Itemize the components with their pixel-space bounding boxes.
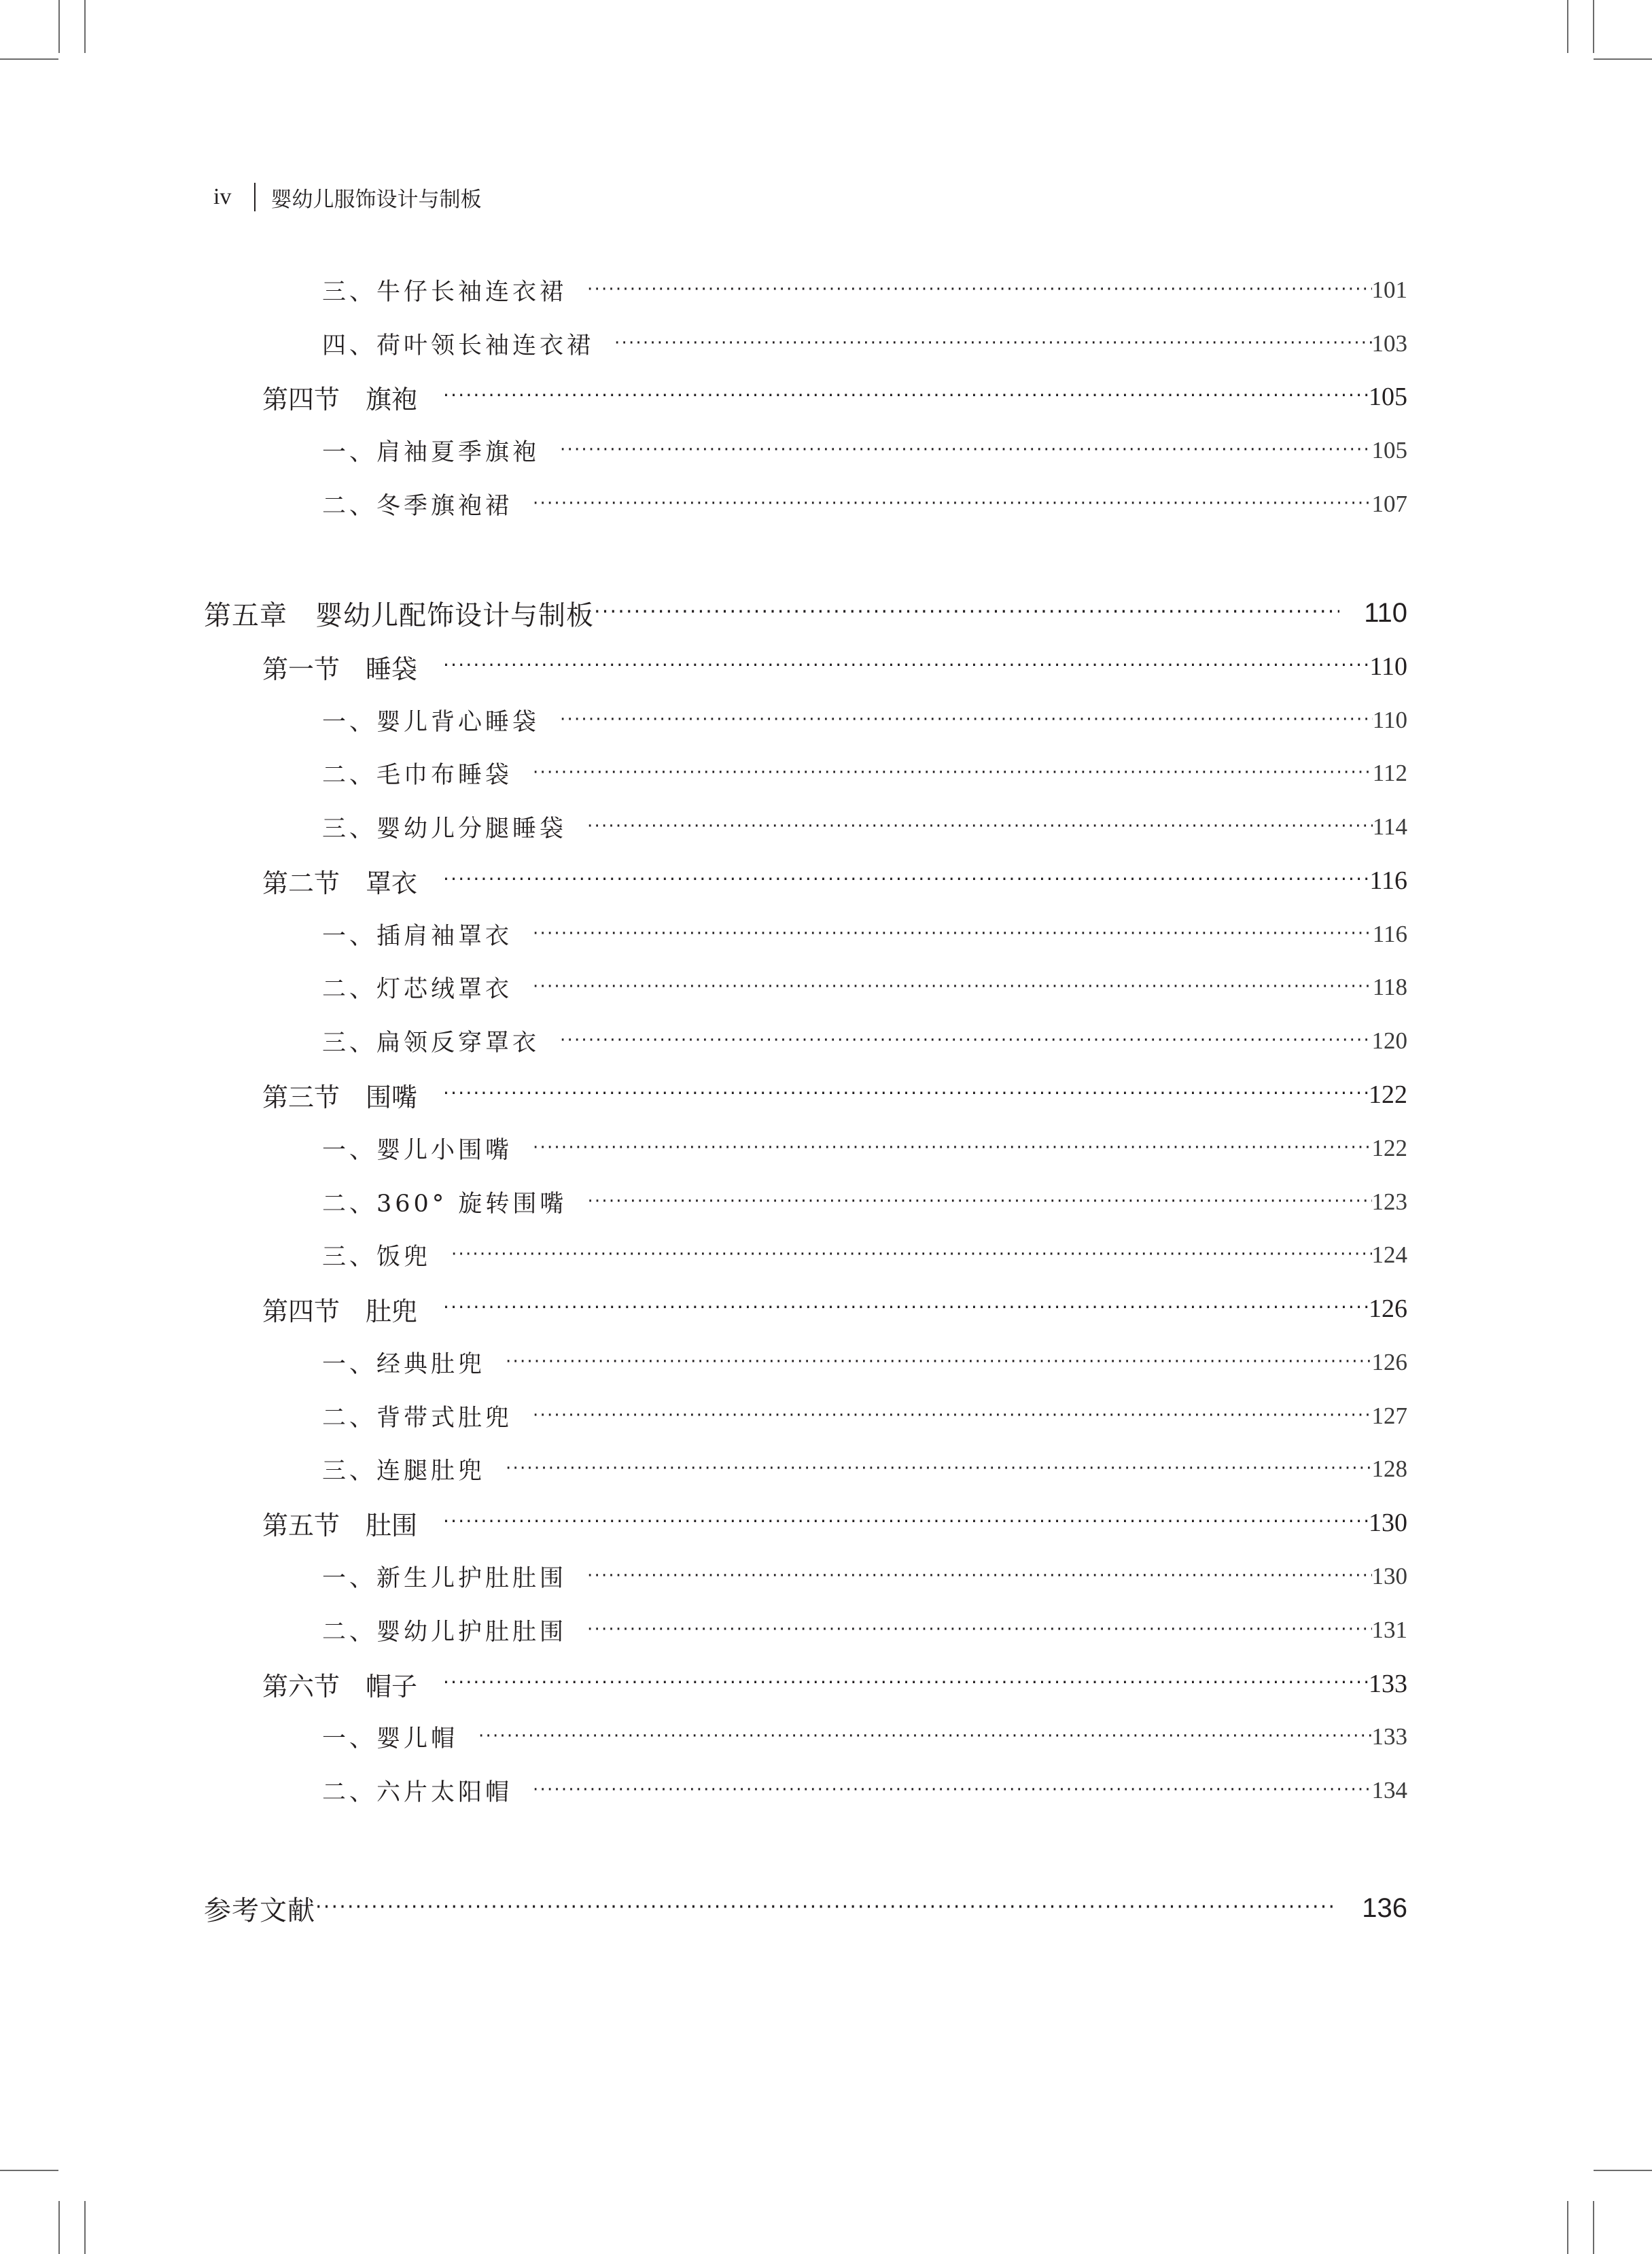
toc-page-number: 110 bbox=[1369, 652, 1407, 681]
toc-page-number: 118 bbox=[1372, 974, 1407, 1000]
toc-item-row[interactable] bbox=[322, 1718, 1407, 1756]
dot-leader bbox=[533, 1129, 1371, 1167]
dot-leader bbox=[533, 915, 1373, 953]
toc-page-number: 124 bbox=[1371, 1242, 1407, 1268]
toc-page-number: 105 bbox=[1369, 383, 1407, 411]
toc-page-number: 116 bbox=[1372, 921, 1407, 947]
toc-section-row[interactable] bbox=[262, 1290, 1407, 1328]
toc-chapter-row[interactable] bbox=[204, 594, 1407, 632]
dot-leader bbox=[587, 271, 1371, 309]
toc-page-number: 133 bbox=[1371, 1723, 1407, 1750]
toc-entry-title: 一、插肩袖罩衣 bbox=[322, 923, 513, 950]
toc-entry-title: 第一节 睡袋 bbox=[262, 654, 418, 684]
toc-entry-title: 三、连腿肚兜 bbox=[322, 1458, 486, 1485]
dot-leader bbox=[443, 378, 1369, 416]
toc-page-number: 103 bbox=[1371, 330, 1407, 357]
toc-entry-title: 三、扁领反穿罩衣 bbox=[322, 1029, 540, 1057]
toc-page-number: 107 bbox=[1371, 491, 1407, 517]
toc-item-row[interactable] bbox=[322, 1183, 1407, 1221]
toc-entry-title: 二、灯芯绒罩衣 bbox=[322, 976, 513, 1003]
dot-leader bbox=[443, 1076, 1369, 1114]
toc-entry-title: 二、毛巾布睡袋 bbox=[322, 762, 513, 789]
toc-entry-title: 二、冬季旗袍裙 bbox=[322, 493, 513, 520]
toc-item-row[interactable] bbox=[322, 271, 1407, 309]
toc-item-row[interactable] bbox=[322, 754, 1407, 792]
toc-item-row[interactable] bbox=[322, 915, 1407, 953]
toc-page-number: 126 bbox=[1369, 1295, 1407, 1323]
dot-leader bbox=[560, 432, 1371, 470]
toc-item-row[interactable] bbox=[322, 1236, 1407, 1274]
toc-entry-title: 二、六片太阳帽 bbox=[322, 1779, 513, 1806]
toc-entry-title: 第六节 帽子 bbox=[262, 1671, 418, 1702]
toc-entry-title: 一、婴儿背心睡袋 bbox=[322, 709, 540, 736]
toc-entry-title: 四、荷叶领长袖连衣裙 bbox=[322, 332, 595, 359]
toc-entry-title: 第四节 旗袍 bbox=[262, 384, 418, 415]
toc-section-row[interactable] bbox=[262, 1504, 1407, 1542]
toc-page-number: 133 bbox=[1369, 1670, 1407, 1698]
toc-item-row[interactable] bbox=[322, 968, 1407, 1006]
toc-entry-title: 三、饭兜 bbox=[322, 1244, 432, 1271]
toc-entry-title: 二、360° 旋转围嘴 bbox=[322, 1191, 567, 1218]
toc-item-row[interactable] bbox=[322, 485, 1407, 523]
dot-leader bbox=[533, 1397, 1371, 1435]
toc-entry-title: 三、牛仔长袖连衣裙 bbox=[322, 279, 567, 306]
toc-page-number: 110 bbox=[1372, 707, 1407, 733]
dot-leader bbox=[315, 1889, 1337, 1927]
dot-leader bbox=[533, 485, 1371, 523]
toc-section-row[interactable] bbox=[262, 1076, 1407, 1114]
toc-page-number: 120 bbox=[1371, 1027, 1407, 1054]
toc-page-number: 110 bbox=[1364, 597, 1407, 628]
toc-page-number: 130 bbox=[1371, 1563, 1407, 1589]
toc-item-row[interactable] bbox=[322, 1611, 1407, 1649]
toc-entry-title: 第二节 罩衣 bbox=[262, 868, 418, 898]
dot-leader bbox=[443, 1290, 1369, 1328]
toc-item-row[interactable] bbox=[322, 701, 1407, 739]
toc-page-number: 134 bbox=[1371, 1777, 1407, 1803]
toc-item-row[interactable] bbox=[322, 1022, 1407, 1060]
dot-leader bbox=[587, 1611, 1371, 1649]
toc-entry-title: 第三节 围嘴 bbox=[262, 1082, 418, 1112]
dot-leader bbox=[443, 1504, 1369, 1542]
dot-leader bbox=[443, 648, 1369, 686]
toc-page-number: 136 bbox=[1362, 1892, 1407, 1923]
toc-item-row[interactable] bbox=[322, 808, 1407, 846]
toc-page-number: 105 bbox=[1371, 437, 1407, 463]
toc-section-row[interactable] bbox=[262, 648, 1407, 686]
toc-page-number: 123 bbox=[1371, 1188, 1407, 1215]
toc-entry-title: 参考文献 bbox=[204, 1895, 315, 1926]
toc-entry-title: 一、新生儿护肚肚围 bbox=[322, 1565, 567, 1592]
dot-leader bbox=[560, 701, 1373, 739]
toc-item-row[interactable] bbox=[322, 1397, 1407, 1435]
book-title: 婴幼儿服饰设计与制板 bbox=[270, 187, 482, 212]
toc-section-row[interactable] bbox=[262, 862, 1407, 900]
dot-leader bbox=[614, 325, 1371, 363]
toc-entry-title: 一、肩袖夏季旗袍 bbox=[322, 439, 540, 466]
toc-entry-title: 第五节 肚围 bbox=[262, 1510, 418, 1540]
dot-leader bbox=[443, 1665, 1369, 1703]
toc-item-row[interactable] bbox=[322, 1557, 1407, 1596]
dot-leader bbox=[587, 808, 1373, 846]
toc-item-row[interactable] bbox=[322, 432, 1407, 470]
toc-section-row[interactable] bbox=[262, 1665, 1407, 1703]
toc-page-number: 127 bbox=[1371, 1403, 1407, 1429]
dot-leader bbox=[594, 594, 1339, 632]
toc-page-number: 130 bbox=[1369, 1509, 1407, 1537]
dot-leader bbox=[506, 1450, 1371, 1488]
toc-item-row[interactable] bbox=[322, 1772, 1407, 1810]
toc-entry-title: 一、经典肚兜 bbox=[322, 1351, 486, 1378]
toc-page-number: 122 bbox=[1371, 1135, 1407, 1161]
dot-leader bbox=[587, 1183, 1371, 1221]
page-folio: iv bbox=[213, 184, 232, 209]
toc-item-row[interactable] bbox=[322, 325, 1407, 363]
dot-leader bbox=[533, 1772, 1371, 1810]
dot-leader bbox=[533, 754, 1373, 792]
toc-entry-title: 一、婴儿小围嘴 bbox=[322, 1137, 513, 1164]
dot-leader bbox=[506, 1343, 1371, 1381]
toc-section-row[interactable] bbox=[262, 378, 1407, 416]
toc-entry-title: 第四节 肚兜 bbox=[262, 1296, 418, 1326]
toc-page-number: 131 bbox=[1371, 1617, 1407, 1643]
toc-entry-title: 一、婴儿帽 bbox=[322, 1725, 459, 1753]
dot-leader bbox=[451, 1236, 1371, 1274]
dot-leader bbox=[560, 1022, 1371, 1060]
dot-leader bbox=[443, 862, 1369, 900]
toc-page-number: 126 bbox=[1371, 1349, 1407, 1375]
toc-page-number: 114 bbox=[1372, 813, 1407, 840]
dot-leader bbox=[533, 968, 1373, 1006]
toc-page-number: 101 bbox=[1371, 277, 1407, 303]
dot-leader bbox=[587, 1557, 1371, 1596]
toc-entry-title: 二、背带式肚兜 bbox=[322, 1405, 513, 1432]
dot-leader bbox=[478, 1718, 1371, 1756]
toc-item-row[interactable] bbox=[322, 1129, 1407, 1167]
toc-page-number: 112 bbox=[1372, 760, 1407, 786]
toc-page-number: 116 bbox=[1369, 866, 1407, 895]
toc-page-number: 122 bbox=[1369, 1080, 1407, 1109]
toc-item-row[interactable] bbox=[322, 1343, 1407, 1381]
toc-item-row[interactable] bbox=[322, 1450, 1407, 1488]
toc-entry-title: 三、婴幼儿分腿睡袋 bbox=[322, 815, 567, 843]
toc-entry-title: 第五章 婴幼儿配饰设计与制板 bbox=[204, 599, 594, 631]
toc-page-number: 128 bbox=[1371, 1456, 1407, 1482]
toc-chapter-row[interactable] bbox=[204, 1889, 1407, 1927]
toc-entry-title: 二、婴幼儿护肚肚围 bbox=[322, 1619, 567, 1646]
